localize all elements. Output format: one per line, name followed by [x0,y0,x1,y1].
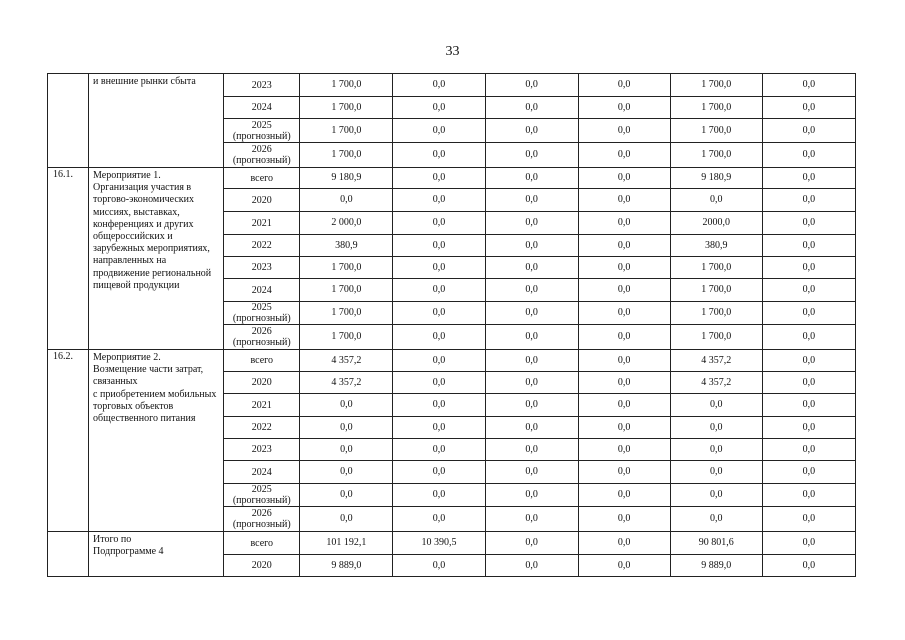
item-number [48,532,89,577]
total-value: 101 192,1 [300,532,393,555]
total-value: 380,9 [300,235,393,257]
extra-budget-value: 1 700,0 [670,143,762,168]
regional-value: 0,0 [485,302,578,325]
period-year: всего [250,537,273,549]
extra-budget-value: 0,0 [670,507,762,532]
total-value: 2 000,0 [300,212,393,235]
local-value: 0,0 [578,143,670,168]
local-value: 0,0 [578,189,670,212]
other-value: 0,0 [762,417,855,439]
period-year: 2022 [251,240,272,251]
regional-value: 0,0 [485,507,578,532]
extra-budget-value: 0,0 [670,417,762,439]
federal-value: 0,0 [393,439,485,461]
item-name: Мероприятие 2. Возмещение части затрат, связанных с приобретением мобильных торговых объектов общественного питания [89,350,224,532]
period-year: 2024 [251,284,272,296]
total-value: 1 700,0 [300,302,393,325]
total-value: 0,0 [300,189,393,212]
regional-value: 0,0 [485,97,578,119]
total-value: 1 700,0 [300,119,393,143]
total-value: 1 700,0 [300,279,393,302]
local-value: 0,0 [578,555,670,577]
other-value: 0,0 [762,461,855,484]
federal-value: 0,0 [393,279,485,302]
extra-budget-value: 1 700,0 [670,97,762,119]
federal-value: 0,0 [393,168,485,189]
local-value: 0,0 [578,394,670,417]
period-note: (прогнозный) [232,155,291,166]
other-value: 0,0 [762,279,855,302]
table-row [48,350,856,372]
extra-budget-value: 1 700,0 [670,302,762,325]
period-cell [224,168,300,189]
period-year: 2026 [251,508,272,519]
extra-budget-value: 0,0 [670,484,762,507]
regional-value: 0,0 [485,168,578,189]
period-year: 2023 [251,262,272,273]
period-year: всего [250,172,273,184]
period-cell [224,555,300,577]
local-value: 0,0 [578,235,670,257]
extra-budget-value: 0,0 [670,394,762,417]
federal-value: 0,0 [393,555,485,577]
total-value: 1 700,0 [300,74,393,97]
period-year: 2021 [251,217,272,229]
regional-value: 0,0 [485,439,578,461]
extra-budget-value: 1 700,0 [670,119,762,143]
period-year: 2022 [251,422,272,433]
period-year: 2023 [251,79,272,91]
total-value: 9 180,9 [300,168,393,189]
item-number: 16.2. [48,350,89,532]
item-name: и внешние рынки сбыта [89,74,224,168]
period-year: 2025 [251,119,272,131]
period-note: (прогнозный) [232,313,291,324]
other-value: 0,0 [762,532,855,555]
regional-value: 0,0 [485,350,578,372]
period-cell [224,189,300,212]
local-value: 0,0 [578,507,670,532]
federal-value: 0,0 [393,235,485,257]
total-value: 0,0 [300,439,393,461]
regional-value: 0,0 [485,279,578,302]
other-value: 0,0 [762,325,855,350]
total-value: 1 700,0 [300,143,393,168]
regional-value: 0,0 [485,189,578,212]
extra-budget-value: 9 889,0 [670,555,762,577]
total-value: 1 700,0 [300,97,393,119]
regional-value: 0,0 [485,212,578,235]
period-year: 2021 [251,399,272,411]
period-year: всего [250,355,273,366]
extra-budget-value: 2000,0 [670,212,762,235]
other-value: 0,0 [762,484,855,507]
other-value: 0,0 [762,372,855,394]
other-value: 0,0 [762,97,855,119]
period-year: 2025 [251,302,272,313]
regional-value: 0,0 [485,484,578,507]
other-value: 0,0 [762,119,855,143]
extra-budget-value: 1 700,0 [670,74,762,97]
period-cell [224,507,300,532]
other-value: 0,0 [762,257,855,279]
regional-value: 0,0 [485,394,578,417]
regional-value: 0,0 [485,119,578,143]
period-year: 2020 [251,560,272,571]
local-value: 0,0 [578,532,670,555]
federal-value: 0,0 [393,74,485,97]
local-value: 0,0 [578,417,670,439]
regional-value: 0,0 [485,555,578,577]
local-value: 0,0 [578,372,670,394]
federal-value: 0,0 [393,212,485,235]
other-value: 0,0 [762,235,855,257]
period-cell [224,74,300,97]
regional-value: 0,0 [485,372,578,394]
extra-budget-value: 0,0 [670,461,762,484]
federal-value: 0,0 [393,484,485,507]
total-value: 4 357,2 [300,372,393,394]
period-cell [224,532,300,555]
federal-value: 0,0 [393,372,485,394]
period-cell [224,97,300,119]
regional-value: 0,0 [485,461,578,484]
extra-budget-value: 0,0 [670,189,762,212]
federal-value: 0,0 [393,189,485,212]
period-year: 2025 [251,484,272,495]
period-note: (прогнозный) [232,495,291,506]
period-note: (прогнозный) [232,519,291,530]
period-year: 2020 [251,194,272,206]
total-value: 0,0 [300,394,393,417]
extra-budget-value: 4 357,2 [670,372,762,394]
local-value: 0,0 [578,119,670,143]
other-value: 0,0 [762,507,855,532]
period-cell [224,257,300,279]
period-year: 2024 [251,466,272,478]
regional-value: 0,0 [485,74,578,97]
period-cell [224,394,300,417]
federal-value: 0,0 [393,350,485,372]
period-note: (прогнозный) [232,337,291,348]
local-value: 0,0 [578,461,670,484]
table-row [48,168,856,189]
other-value: 0,0 [762,143,855,168]
regional-value: 0,0 [485,417,578,439]
regional-value: 0,0 [485,235,578,257]
period-cell [224,439,300,461]
extra-budget-value: 4 357,2 [670,350,762,372]
extra-budget-value: 380,9 [670,235,762,257]
item-number [48,74,89,168]
local-value: 0,0 [578,257,670,279]
total-value: 1 700,0 [300,257,393,279]
other-value: 0,0 [762,302,855,325]
federal-value: 0,0 [393,97,485,119]
period-cell [224,484,300,507]
other-value: 0,0 [762,212,855,235]
local-value: 0,0 [578,212,670,235]
local-value: 0,0 [578,439,670,461]
regional-value: 0,0 [485,532,578,555]
item-name: Итого по Подпрограмме 4 [89,532,224,577]
extra-budget-value: 1 700,0 [670,325,762,350]
table-row [48,74,856,97]
period-year: 2020 [251,377,272,388]
other-value: 0,0 [762,350,855,372]
period-year: 2026 [251,326,272,337]
federal-value: 0,0 [393,461,485,484]
period-cell [224,212,300,235]
federal-value: 0,0 [393,394,485,417]
local-value: 0,0 [578,484,670,507]
period-cell [224,325,300,350]
page-number: 33 [445,44,460,59]
period-year: 2024 [251,102,272,113]
regional-value: 0,0 [485,143,578,168]
item-number: 16.1. [48,168,89,350]
other-value: 0,0 [762,555,855,577]
federal-value: 0,0 [393,119,485,143]
period-note: (прогнозный) [232,130,291,142]
period-cell [224,235,300,257]
period-cell [224,279,300,302]
period-cell [224,461,300,484]
federal-value: 0,0 [393,507,485,532]
local-value: 0,0 [578,302,670,325]
federal-value: 0,0 [393,257,485,279]
period-year: 2026 [251,144,272,155]
period-cell [224,350,300,372]
federal-value: 0,0 [393,143,485,168]
item-name: Мероприятие 1. Организация участия в торгово-экономических миссиях, выставках, конференциях и других общероссийских и зарубежных мероприятиях, направленных на продвижение региональной пищевой продукции [89,168,224,350]
federal-value: 0,0 [393,417,485,439]
total-value: 0,0 [300,507,393,532]
budget-table [47,73,856,577]
regional-value: 0,0 [485,257,578,279]
extra-budget-value: 0,0 [670,439,762,461]
regional-value: 0,0 [485,325,578,350]
other-value: 0,0 [762,168,855,189]
local-value: 0,0 [578,97,670,119]
period-cell [224,302,300,325]
period-cell [224,143,300,168]
period-cell [224,119,300,143]
other-value: 0,0 [762,439,855,461]
period-cell [224,372,300,394]
table-row [48,532,856,555]
local-value: 0,0 [578,325,670,350]
federal-value: 10 390,5 [393,532,485,555]
local-value: 0,0 [578,74,670,97]
other-value: 0,0 [762,74,855,97]
federal-value: 0,0 [393,302,485,325]
period-cell [224,417,300,439]
total-value: 1 700,0 [300,325,393,350]
extra-budget-value: 1 700,0 [670,279,762,302]
extra-budget-value: 9 180,9 [670,168,762,189]
local-value: 0,0 [578,168,670,189]
extra-budget-value: 1 700,0 [670,257,762,279]
total-value: 0,0 [300,417,393,439]
extra-budget-value: 90 801,6 [670,532,762,555]
local-value: 0,0 [578,279,670,302]
total-value: 4 357,2 [300,350,393,372]
total-value: 0,0 [300,461,393,484]
total-value: 0,0 [300,484,393,507]
federal-value: 0,0 [393,325,485,350]
local-value: 0,0 [578,350,670,372]
total-value: 9 889,0 [300,555,393,577]
other-value: 0,0 [762,189,855,212]
period-year: 2023 [251,444,272,455]
other-value: 0,0 [762,394,855,417]
